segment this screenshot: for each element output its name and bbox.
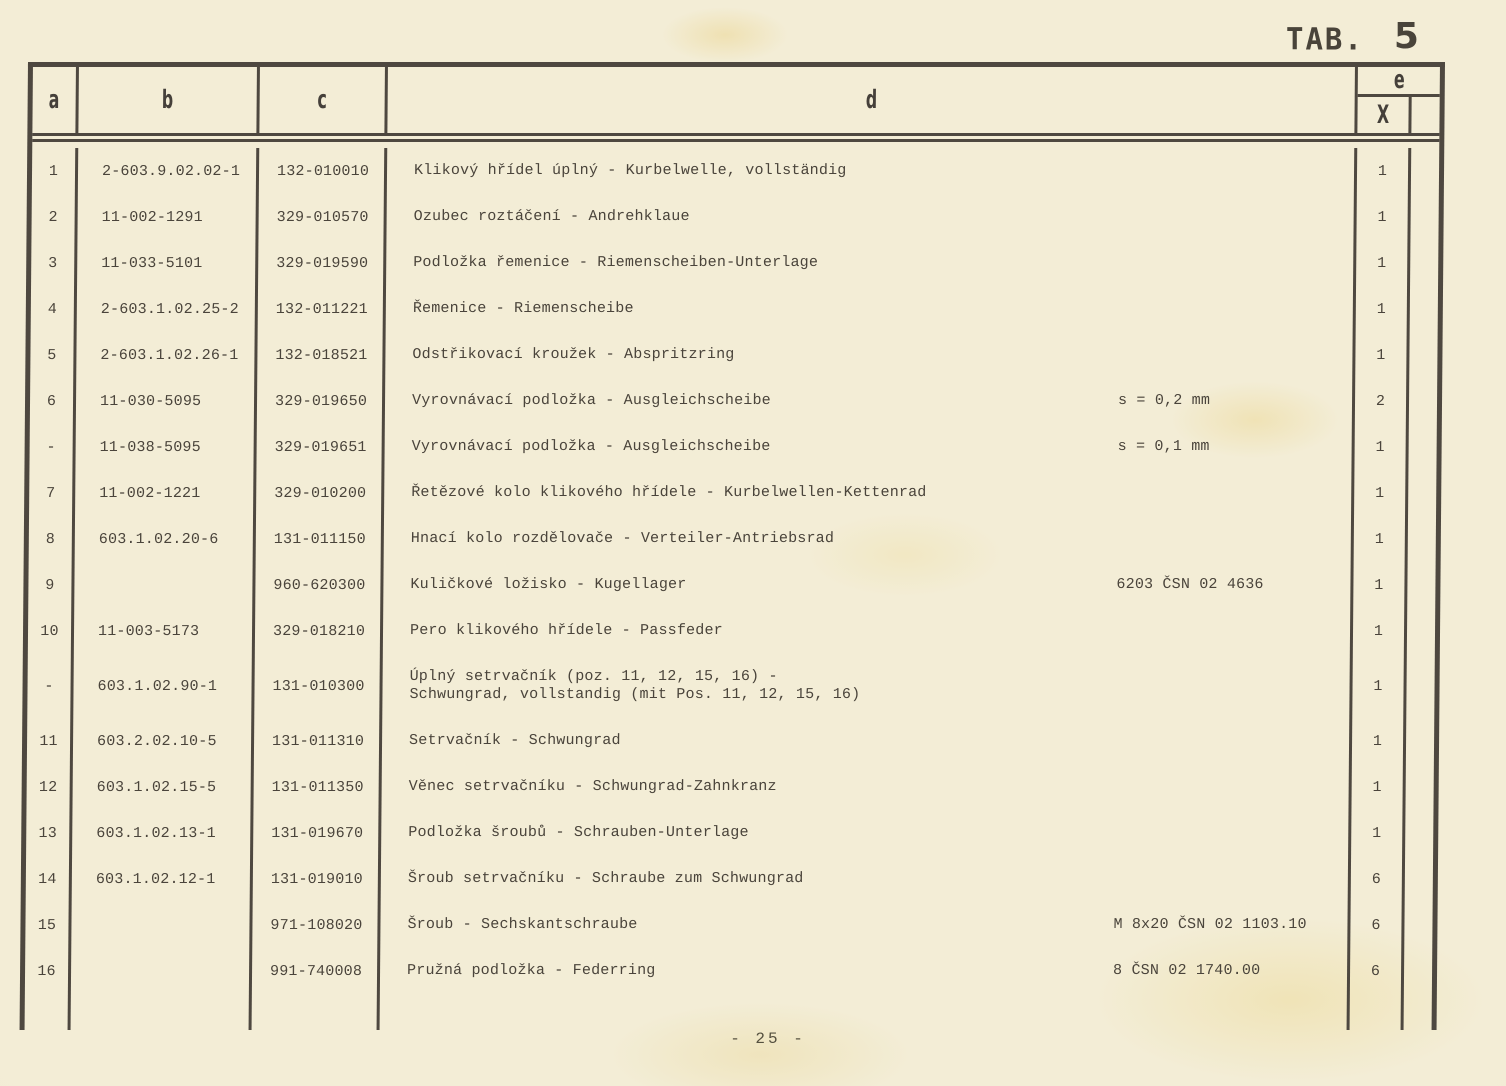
column-header-d: d bbox=[387, 67, 1358, 133]
cell-part-number: 132-010010 bbox=[259, 148, 387, 194]
cell-position-number: 14 bbox=[26, 856, 72, 902]
cell-drawing-number bbox=[74, 562, 255, 608]
cell-drawing-number bbox=[71, 948, 252, 994]
column-header-blank bbox=[1411, 97, 1439, 133]
cell-position-number: 5 bbox=[30, 332, 76, 378]
cell-part-number: 329-019651 bbox=[256, 424, 384, 470]
cell-description: Vyrovnávací podložka - Ausgleichscheibe s = 0,1 mm bbox=[384, 424, 1354, 470]
cell-drawing-number: 11-002-1291 bbox=[77, 194, 258, 240]
cell-drawing-number: 11-002-1221 bbox=[75, 470, 256, 516]
cell-description: Řemenice - Riemenscheibe bbox=[386, 286, 1356, 332]
cell-description: Setrvačník - Schwungrad bbox=[382, 718, 1352, 764]
cell-blank bbox=[1405, 856, 1433, 902]
cell-part-number: 132-011221 bbox=[258, 286, 386, 332]
cell-description: Pero klikového hřídele - Passfeder bbox=[383, 608, 1353, 654]
table-row bbox=[27, 654, 1435, 718]
cell-blank bbox=[1405, 810, 1433, 856]
cell-description: Klikový hřídel úplný - Kurbelwelle, vollständig bbox=[387, 148, 1357, 194]
cell-drawing-number: 11-033-5101 bbox=[77, 240, 258, 286]
column-header-c: c bbox=[259, 67, 388, 133]
cell-part-number: 329-010200 bbox=[256, 470, 384, 516]
cell-position-number: 16 bbox=[25, 948, 71, 994]
cell-drawing-number bbox=[71, 902, 252, 948]
cell-part-number: 329-019650 bbox=[257, 378, 385, 424]
tab-number: 5 bbox=[1393, 16, 1419, 57]
cell-position-number: 13 bbox=[26, 810, 72, 856]
cell-blank bbox=[1410, 240, 1438, 286]
column-header-e: e bbox=[1358, 67, 1440, 97]
cell-spec: M 8x20 ČSN 02 1103.10 bbox=[1113, 916, 1307, 933]
cell-position-number: 6 bbox=[30, 378, 76, 424]
cell-part-number: 329-010570 bbox=[258, 194, 386, 240]
cell-quantity: 6 bbox=[1350, 948, 1404, 994]
cell-description: Podložka řemenice - Riemenscheiben-Unterlage bbox=[386, 240, 1356, 286]
cell-drawing-number: 603.1.02.15-5 bbox=[72, 764, 253, 810]
cell-blank bbox=[1406, 654, 1435, 718]
cell-position-number: - bbox=[27, 654, 74, 718]
table-body bbox=[25, 142, 1440, 1030]
header-separator-double-rule bbox=[32, 133, 1439, 142]
cell-quantity: 1 bbox=[1355, 332, 1409, 378]
cell-drawing-number: 603.2.02.10-5 bbox=[73, 718, 254, 764]
table-row bbox=[29, 516, 1436, 562]
cell-blank bbox=[1406, 718, 1434, 764]
cell-drawing-number: 603.1.02.90-1 bbox=[73, 654, 255, 718]
cell-blank bbox=[1410, 194, 1438, 240]
table-row bbox=[28, 608, 1435, 654]
cell-blank bbox=[1408, 470, 1436, 516]
table-row bbox=[26, 810, 1433, 856]
cell-position-number: 8 bbox=[29, 516, 75, 562]
cell-part-number: 329-019590 bbox=[258, 240, 386, 286]
cell-quantity: 2 bbox=[1355, 378, 1409, 424]
table-row bbox=[31, 286, 1438, 332]
cell-drawing-number: 11-003-5173 bbox=[74, 608, 255, 654]
cell-drawing-number: 2-603.1.02.25-2 bbox=[77, 286, 258, 332]
page-number: - 25 - bbox=[730, 1030, 806, 1048]
cell-position-number: 9 bbox=[28, 562, 74, 608]
cell-drawing-number: 11-038-5095 bbox=[75, 424, 256, 470]
cell-blank bbox=[1408, 424, 1436, 470]
table-row bbox=[30, 332, 1437, 378]
cell-position-number: - bbox=[29, 424, 75, 470]
cell-quantity: 1 bbox=[1353, 608, 1407, 654]
table-row bbox=[26, 856, 1433, 902]
cell-quantity: 1 bbox=[1357, 148, 1411, 194]
table-row bbox=[30, 378, 1437, 424]
cell-position-number: 10 bbox=[28, 608, 74, 654]
cell-part-number: 131-011350 bbox=[253, 764, 381, 810]
cell-description: Podložka šroubů - Schrauben-Unterlage bbox=[381, 810, 1351, 856]
cell-quantity: 6 bbox=[1351, 856, 1405, 902]
column-header-b: b bbox=[78, 67, 260, 133]
cell-part-number: 131-011150 bbox=[256, 516, 384, 562]
cell-blank bbox=[1409, 378, 1437, 424]
cell-blank bbox=[1410, 286, 1438, 332]
cell-blank bbox=[1407, 562, 1435, 608]
cell-part-number: 991-740008 bbox=[252, 948, 380, 994]
cell-quantity: 1 bbox=[1354, 516, 1408, 562]
table-row bbox=[29, 470, 1436, 516]
cell-description: Ozubec roztáčení - Andrehklaue bbox=[386, 194, 1356, 240]
table-row bbox=[25, 948, 1432, 994]
cell-description: Šroub setrvačníku - Schraube zum Schwungrad bbox=[381, 856, 1351, 902]
cell-quantity: 1 bbox=[1356, 240, 1410, 286]
parts-table bbox=[20, 62, 1445, 1030]
cell-description: Kuličkové ložisko - Kugellager 6203 ČSN 02 4636 bbox=[383, 562, 1353, 608]
cell-description: Pružná podložka - Federring 8 ČSN 02 1740.00 bbox=[380, 948, 1350, 994]
cell-quantity: 1 bbox=[1352, 654, 1407, 718]
cell-drawing-number: 603.1.02.13-1 bbox=[72, 810, 253, 856]
cell-part-number: 132-018521 bbox=[257, 332, 385, 378]
cell-drawing-number: 603.1.02.12-1 bbox=[72, 856, 253, 902]
column-header-a: a bbox=[32, 67, 79, 133]
cell-position-number: 3 bbox=[31, 240, 77, 286]
table-row bbox=[26, 764, 1433, 810]
cell-description: Řetězové kolo klikového hřídele - Kurbelwellen-Kettenrad bbox=[384, 470, 1354, 516]
cell-spec: 8 ČSN 02 1740.00 bbox=[1112, 962, 1261, 979]
cell-blank bbox=[1409, 332, 1437, 378]
cell-drawing-number: 603.1.02.20-6 bbox=[75, 516, 256, 562]
cell-quantity: 1 bbox=[1353, 562, 1407, 608]
cell-drawing-number: 2-603.9.02.02-1 bbox=[78, 148, 259, 194]
cell-quantity: 6 bbox=[1350, 902, 1404, 948]
cell-position-number: 15 bbox=[25, 902, 71, 948]
cell-quantity: 1 bbox=[1354, 424, 1408, 470]
cell-position-number: 12 bbox=[26, 764, 72, 810]
cell-quantity: 1 bbox=[1354, 470, 1408, 516]
cell-quantity: 1 bbox=[1352, 718, 1406, 764]
cell-description: Odstřikovací kroužek - Abspritzring bbox=[385, 332, 1355, 378]
cell-position-number: 2 bbox=[31, 194, 77, 240]
table-row bbox=[27, 718, 1434, 764]
cell-position-number: 11 bbox=[27, 718, 73, 764]
cell-blank bbox=[1405, 764, 1433, 810]
cell-part-number: 131-019010 bbox=[253, 856, 381, 902]
cell-part-number: 960-620300 bbox=[255, 562, 383, 608]
cell-blank bbox=[1404, 948, 1432, 994]
table-filler-row bbox=[25, 994, 1432, 1030]
cell-part-number: 971-108020 bbox=[252, 902, 380, 948]
cell-description: Šroub - Sechskantschraube M 8x20 ČSN 02 1103.10 bbox=[380, 902, 1350, 948]
cell-position-number: 7 bbox=[29, 470, 75, 516]
cell-part-number: 131-019670 bbox=[253, 810, 381, 856]
cell-blank bbox=[1408, 516, 1436, 562]
cell-description: Věnec setrvačníku - Schwungrad-Zahnkranz bbox=[381, 764, 1351, 810]
cell-blank bbox=[1411, 148, 1439, 194]
table-title bbox=[1286, 16, 1419, 57]
table-row bbox=[32, 148, 1439, 194]
cell-drawing-number: 2-603.1.02.26-1 bbox=[76, 332, 257, 378]
cell-description: Úplný setrvačník (poz. 11, 12, 15, 16) - Schwungrad, vollstandig (mit Pos. 11, 12, 15, 16) bbox=[382, 654, 1353, 718]
cell-quantity: 1 bbox=[1351, 764, 1405, 810]
cell-description: Hnací kolo rozdělovače - Verteiler-Antriebsrad bbox=[384, 516, 1354, 562]
tab-label: TAB. bbox=[1286, 21, 1364, 57]
cell-quantity: 1 bbox=[1356, 286, 1410, 332]
cell-spec: 6203 ČSN 02 4636 bbox=[1116, 576, 1264, 593]
table-row bbox=[29, 424, 1436, 470]
cell-blank bbox=[1407, 608, 1435, 654]
cell-part-number: 329-018210 bbox=[255, 608, 383, 654]
cell-part-number: 131-011310 bbox=[254, 718, 382, 764]
cell-position-number: 4 bbox=[31, 286, 77, 332]
cell-description: Vyrovnávací podložka - Ausgleichscheibe s = 0,2 mm bbox=[385, 378, 1355, 424]
cell-drawing-number: 11-030-5095 bbox=[76, 378, 257, 424]
table-row bbox=[28, 562, 1435, 608]
cell-blank bbox=[1404, 902, 1432, 948]
cell-quantity: 1 bbox=[1356, 194, 1410, 240]
cell-description-line2: Schwungrad, vollstandig (mit Pos. 11, 12, 15, 16) bbox=[409, 686, 861, 703]
table-row bbox=[31, 194, 1438, 240]
cell-position-number: 1 bbox=[32, 148, 78, 194]
column-header-quantity: X bbox=[1357, 97, 1411, 133]
table-row bbox=[31, 240, 1438, 286]
cell-part-number: 131-010300 bbox=[254, 654, 383, 718]
cell-spec: s = 0,1 mm bbox=[1117, 438, 1210, 455]
table-row bbox=[25, 902, 1432, 948]
table-header bbox=[32, 67, 1440, 133]
cell-spec: s = 0,2 mm bbox=[1117, 392, 1211, 409]
cell-quantity: 1 bbox=[1351, 810, 1405, 856]
